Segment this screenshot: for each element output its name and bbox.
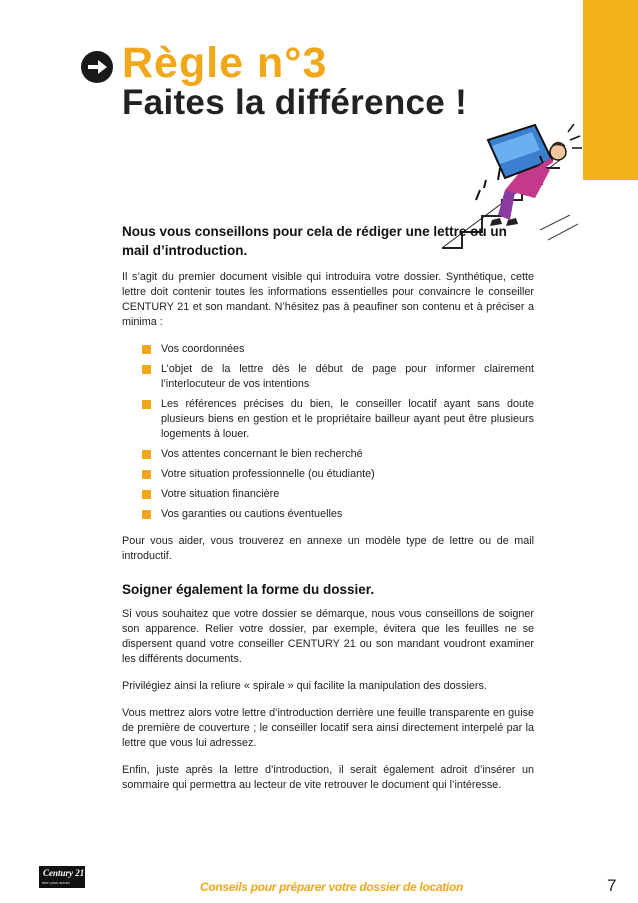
century21-logo bbox=[39, 866, 85, 888]
rule-title: Règle n°3 bbox=[122, 39, 328, 87]
intro-paragraph: Il s’agit du premier document visible qui introduira votre dossier. Synthétique, cette lettre doit contenir toutes les informations essentielles pour convaincre le conseiller CENTURY 21 et son mandant. N’hésitez pas à peaufiner son contenu et à préciser a minima : bbox=[122, 271, 534, 328]
bullet-square-icon bbox=[142, 345, 151, 354]
main-content bbox=[122, 222, 534, 805]
section-paragraph: Enfin, juste après la lettre d’introduction, il serait également adroit d’insérer un sommaire qui permettra au lecteur de vite retrouver le document qui l’intéresse. bbox=[122, 764, 534, 791]
list-item: Vos coordonnées bbox=[142, 342, 534, 357]
list-item: Les références précises du bien, le conseiller locatif ayant sans doute plusieurs biens en gestion et le propriétaire bailleur ayant peut être plusieurs logements à louer. bbox=[142, 397, 534, 442]
list-item: Votre situation professionnelle (ou étudiante) bbox=[142, 467, 534, 482]
section-paragraph: Vous mettrez alors votre lettre d’introduction derrière une feuille transparente en guise de première de couverture ; le conseiller locatif sera ainsi directement interpelé par la lettre que vous lui adressez. bbox=[122, 707, 534, 749]
list-item: Vos garanties ou cautions éventuelles bbox=[142, 507, 534, 522]
bullet-square-icon bbox=[142, 400, 151, 409]
checklist bbox=[122, 342, 534, 522]
bullet-square-icon bbox=[142, 470, 151, 479]
bullet-square-icon bbox=[142, 365, 151, 374]
arrow-right-icon bbox=[80, 50, 114, 84]
section-paragraph: Si vous souhaitez que votre dossier se démarque, nous vous conseillons de soigner son apparence. Relier votre dossier, par exemple, évitera que les feuilles ne se dispersent quand votre conseiller CENTURY 21 ou son mandant voudront examiner les différents documents. bbox=[122, 608, 534, 665]
list-item: L’objet de la lettre dès le début de page pour informer clairement l’interlocuteur de vos intentions bbox=[142, 362, 534, 392]
section-heading: Soigner également la forme du dossier. bbox=[122, 582, 375, 597]
bullet-square-icon bbox=[142, 510, 151, 519]
page-number: 7 bbox=[607, 876, 617, 895]
list-item: Votre situation financière bbox=[142, 487, 534, 502]
help-paragraph: Pour vous aider, vous trouverez en annexe un modèle type de lettre ou de mail introductif. bbox=[122, 535, 534, 562]
logo-text: Century 21 bbox=[43, 868, 85, 878]
list-item: Vos attentes concernant le bien recherché bbox=[142, 447, 534, 462]
intro-heading: Nous vous conseillons pour cela de rédiger une lettre ou un mail d’introduction. bbox=[122, 224, 507, 258]
section-paragraph: Privilégiez ainsi la reliure « spirale » qui facilite la manipulation des dossiers. bbox=[122, 680, 487, 692]
accent-bar bbox=[583, 0, 638, 180]
bullet-square-icon bbox=[142, 490, 151, 499]
footer-title: Conseils pour préparer votre dossier de location bbox=[200, 880, 464, 894]
page-subtitle: Faites la différence ! bbox=[122, 83, 468, 122]
bullet-square-icon bbox=[142, 450, 151, 459]
logo-tagline: bien plus actuel bbox=[42, 880, 70, 885]
